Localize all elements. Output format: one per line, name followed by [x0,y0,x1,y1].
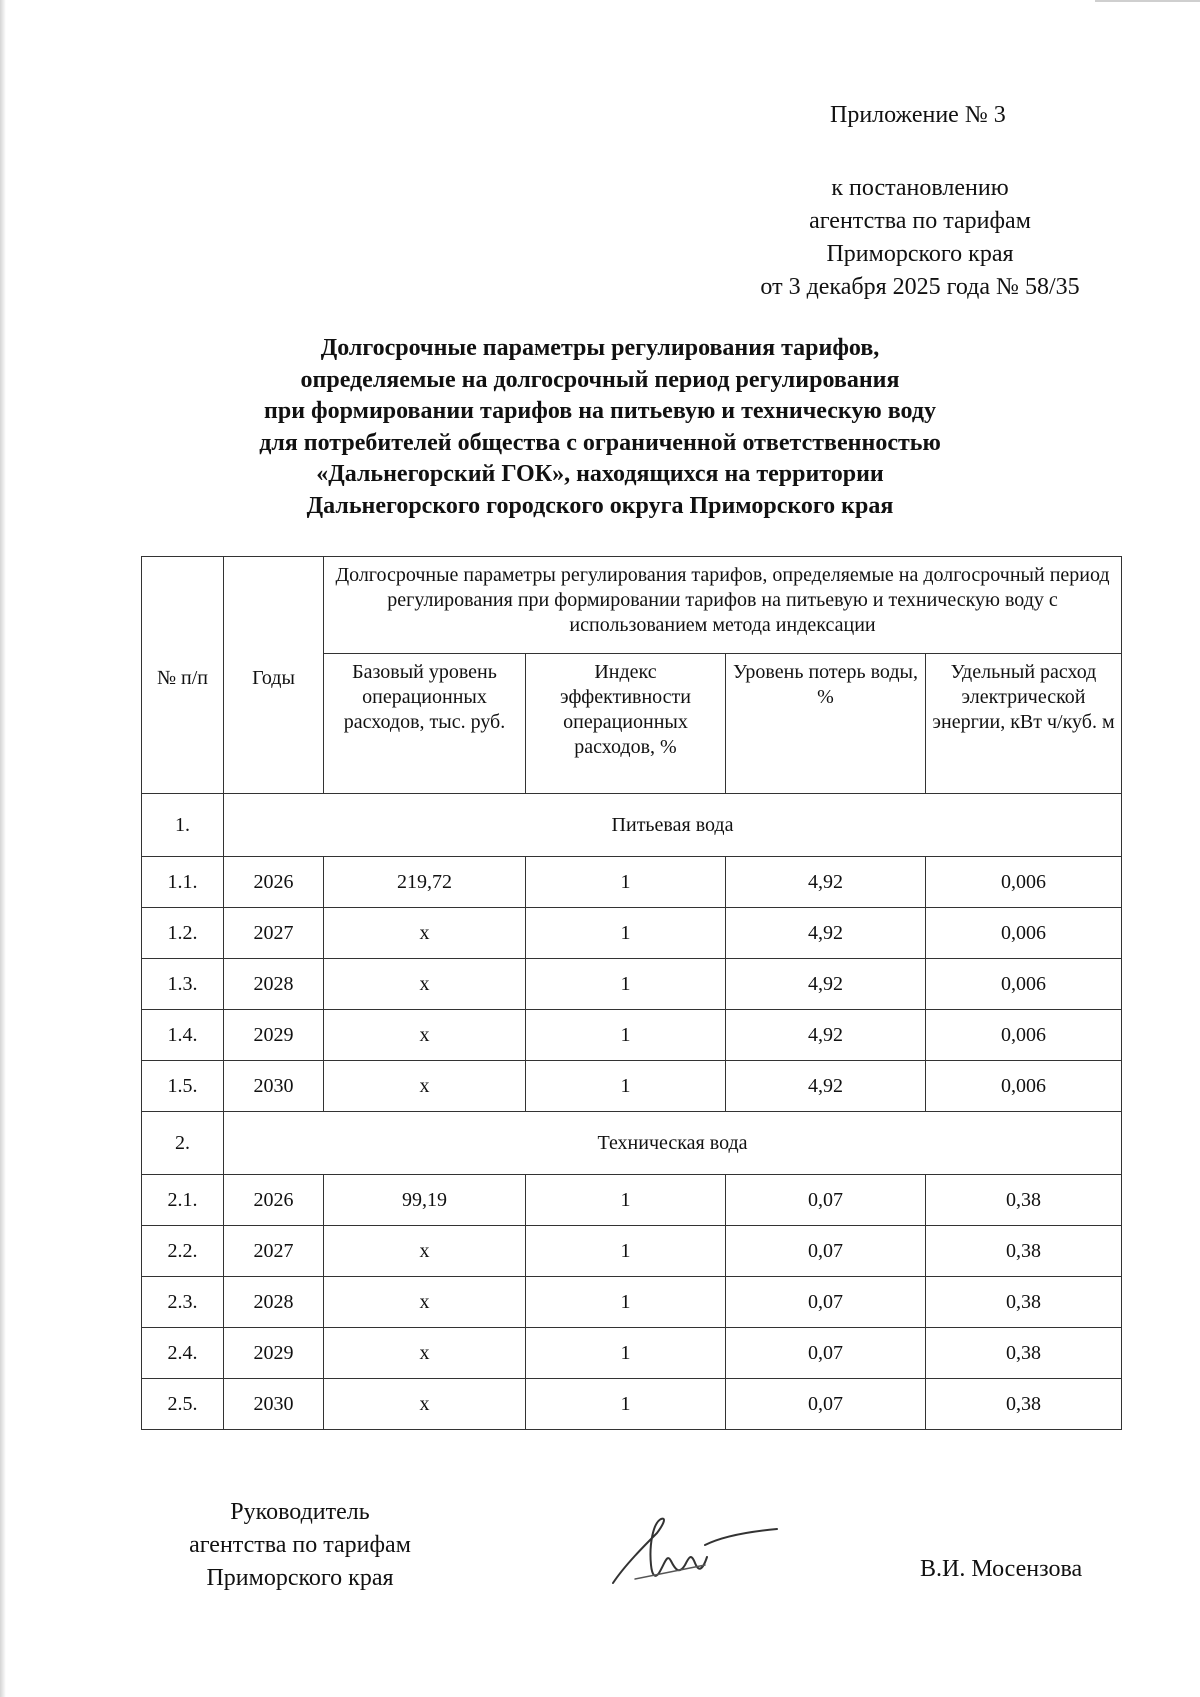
section-name: Питьевая вода [224,794,1122,857]
table-row [142,1277,1122,1328]
row-base-opex: х [324,908,526,959]
scan-top-mark [1095,0,1200,2]
row-base-opex: х [324,959,526,1010]
document-title [180,333,1020,522]
row-efficiency-index: 1 [526,1226,726,1277]
row-efficiency-index: 1 [526,908,726,959]
row-water-loss: 4,92 [726,1061,926,1112]
table-row [142,1328,1122,1379]
header-group: Долгосрочные параметры регулирования тарифов, определяемые на долгосрочный период регулирования при формировании тарифов на питьевую и техническую воду с использованием метода индексации [324,557,1122,654]
row-number: 2.3. [142,1277,224,1328]
row-efficiency-index: 1 [526,959,726,1010]
row-base-opex: х [324,1226,526,1277]
table-row [142,908,1122,959]
row-base-opex: х [324,1010,526,1061]
row-efficiency-index: 1 [526,1061,726,1112]
section-name: Техническая вода [224,1112,1122,1175]
row-year: 2029 [224,1328,324,1379]
role-line: Руководитель [230,1499,370,1525]
decree-line: Приморского края [826,241,1014,267]
row-number: 1.1. [142,857,224,908]
row-number: 2.2. [142,1226,224,1277]
title-line: Дальнегорского городского округа Приморского края [306,492,894,519]
row-base-opex: х [324,1328,526,1379]
decree-line: агентства по тарифам [809,208,1031,234]
row-water-loss: 4,92 [726,857,926,908]
row-year: 2029 [224,1010,324,1061]
decree-line: к постановлению [831,175,1009,201]
row-year: 2027 [224,1226,324,1277]
row-energy-consumption: 0,006 [926,857,1122,908]
header-number: № п/п [142,557,224,794]
handwritten-signature [605,1505,785,1595]
row-efficiency-index: 1 [526,1175,726,1226]
row-water-loss: 0,07 [726,1277,926,1328]
signatory-role [150,1496,450,1595]
parameters-table [141,556,1122,1430]
row-number: 1.5. [142,1061,224,1112]
row-efficiency-index: 1 [526,1277,726,1328]
row-energy-consumption: 0,38 [926,1175,1122,1226]
row-energy-consumption: 0,38 [926,1379,1122,1430]
table-row [142,1010,1122,1061]
header-energy-consumption: Удельный расход электрической энергии, кВт ч/куб. м [926,654,1122,794]
row-energy-consumption: 0,38 [926,1328,1122,1379]
row-energy-consumption: 0,38 [926,1277,1122,1328]
row-base-opex: х [324,1379,526,1430]
row-water-loss: 0,07 [726,1226,926,1277]
section-number: 1. [142,794,224,857]
header-years: Годы [224,557,324,794]
role-line: Приморского края [206,1565,394,1591]
row-water-loss: 0,07 [726,1379,926,1430]
row-base-opex: х [324,1277,526,1328]
table-row [142,1175,1122,1226]
row-year: 2028 [224,1277,324,1328]
decree-reference [720,172,1120,304]
row-base-opex: 219,72 [324,857,526,908]
header-efficiency-index: Индекс эффективности операционных расходов, % [526,654,726,794]
row-year: 2030 [224,1061,324,1112]
row-energy-consumption: 0,006 [926,959,1122,1010]
row-number: 2.1. [142,1175,224,1226]
row-energy-consumption: 0,006 [926,1010,1122,1061]
title-line: Долгосрочные параметры регулирования тарифов, [320,335,880,361]
title-line: определяемые на долгосрочный период регулирования [300,366,900,393]
row-number: 1.3. [142,959,224,1010]
header-base-opex: Базовый уровень операционных расходов, тыс. руб. [324,654,526,794]
signatory-name: В.И. Мосензова [920,1556,1083,1582]
scan-edge-shadow [0,0,6,1697]
row-year: 2026 [224,857,324,908]
row-year: 2028 [224,959,324,1010]
header-water-loss: Уровень потерь воды, % [726,654,926,794]
section-number: 2. [142,1112,224,1175]
table-row [142,959,1122,1010]
row-energy-consumption: 0,38 [926,1226,1122,1277]
row-water-loss: 4,92 [726,908,926,959]
appendix-label: Приложение № 3 [830,102,1006,128]
row-number: 2.5. [142,1379,224,1430]
row-base-opex: 99,19 [324,1175,526,1226]
table-row [142,1061,1122,1112]
table-row [142,1379,1122,1430]
row-water-loss: 4,92 [726,1010,926,1061]
row-year: 2030 [224,1379,324,1430]
row-number: 2.4. [142,1328,224,1379]
row-year: 2027 [224,908,324,959]
title-line: «Дальнегорский ГОК», находящихся на территории [316,461,884,487]
table-row [142,857,1122,908]
section-row [142,794,1122,857]
row-energy-consumption: 0,006 [926,908,1122,959]
row-number: 1.4. [142,1010,224,1061]
row-efficiency-index: 1 [526,1010,726,1061]
title-line: при формировании тарифов на питьевую и техническую воду [264,398,936,424]
row-water-loss: 0,07 [726,1175,926,1226]
row-efficiency-index: 1 [526,1328,726,1379]
row-number: 1.2. [142,908,224,959]
row-base-opex: х [324,1061,526,1112]
title-line: для потребителей общества с ограниченной ответственностью [259,429,941,456]
row-water-loss: 0,07 [726,1328,926,1379]
row-efficiency-index: 1 [526,1379,726,1430]
decree-line: от 3 декабря 2025 года № 58/35 [760,274,1080,300]
row-water-loss: 4,92 [726,959,926,1010]
table-row [142,1226,1122,1277]
row-energy-consumption: 0,006 [926,1061,1122,1112]
table-body [142,794,1122,1430]
row-efficiency-index: 1 [526,857,726,908]
section-row [142,1112,1122,1175]
row-year: 2026 [224,1175,324,1226]
role-line: агентства по тарифам [189,1532,411,1558]
